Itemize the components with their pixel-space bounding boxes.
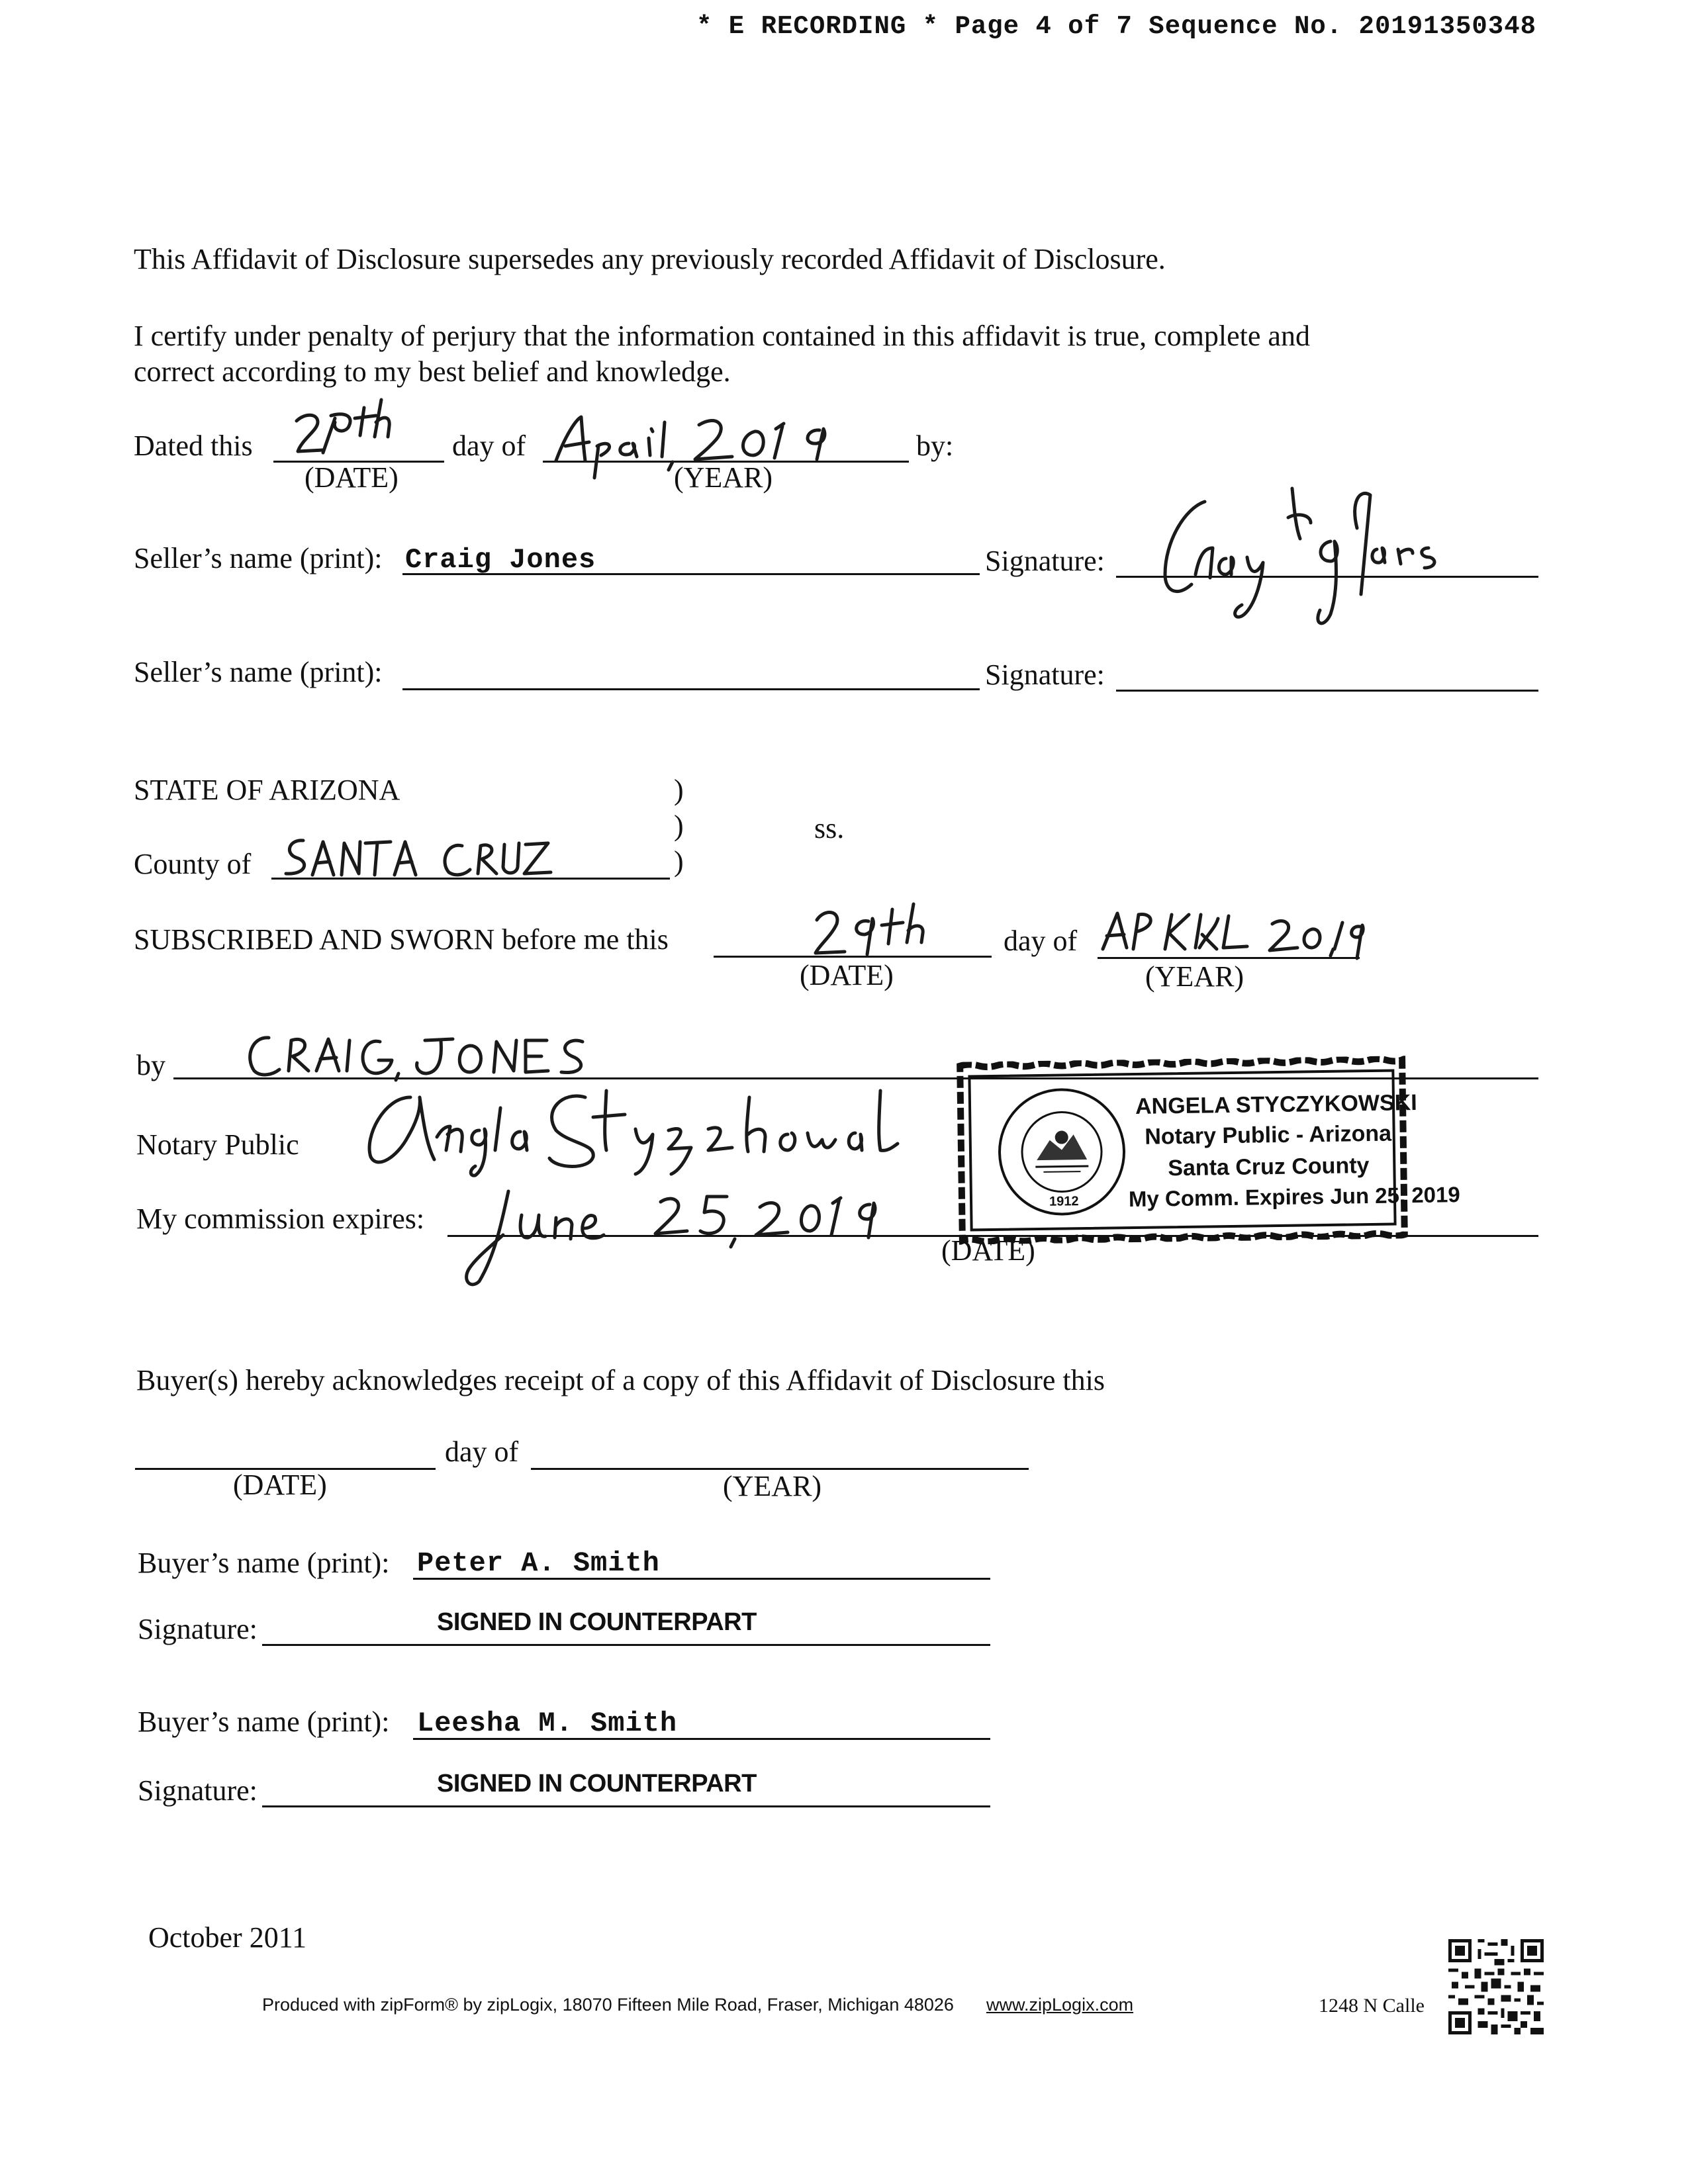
sworn-label: SUBSCRIBED AND SWORN before me this <box>134 923 669 956</box>
buyer1-signature-value: SIGNED IN COUNTERPART <box>437 1608 757 1636</box>
sworn-date-handwriting <box>808 901 953 961</box>
buyer-year-caption: (YEAR) <box>723 1470 822 1502</box>
stamp-title: Notary Public - Arizona <box>1145 1120 1392 1150</box>
seller1-signature <box>1139 475 1470 634</box>
venue-paren-2: ) <box>674 809 684 842</box>
ziplogix-link[interactable]: www.zipLogix.com <box>986 1995 1134 2015</box>
buyer2-name-label: Buyer’s name (print): <box>138 1706 390 1738</box>
supersede-statement: This Affidavit of Disclosure supersedes any previously recorded Affidavit of Disclosure. <box>134 243 1166 275</box>
notary-stamp <box>956 1056 1460 1244</box>
property-address: 1248 N Calle <box>1319 1995 1425 2017</box>
commission-handwriting <box>442 1182 892 1288</box>
seller2-name-label: Seller’s name (print): <box>134 656 383 688</box>
notary-signature <box>357 1071 953 1177</box>
buyer-date-caption: (DATE) <box>233 1469 327 1501</box>
commission-label: My commission expires: <box>136 1203 425 1235</box>
seller1-name-line <box>402 573 980 575</box>
sworn-year-caption: (YEAR) <box>1145 960 1244 993</box>
ss-label: ss. <box>814 812 845 844</box>
buyer2-signature-label: Signature: <box>138 1774 258 1807</box>
sworn-day-of: day of <box>1004 925 1078 957</box>
state-of-arizona: STATE OF ARIZONA <box>134 774 400 806</box>
stamp-expires: My Comm. Expires Jun 25, 2019 <box>1128 1182 1460 1212</box>
seller1-signature-label: Signature: <box>985 545 1105 577</box>
qr-code-icon <box>1448 1939 1544 2034</box>
buyer1-name-value: Peter A. Smith <box>417 1547 660 1579</box>
buyer2-name-line <box>413 1738 990 1740</box>
buyer1-signature-label: Signature: <box>138 1613 258 1645</box>
notary-public-label: Notary Public <box>136 1128 299 1161</box>
venue-paren-3: ) <box>674 845 684 878</box>
certify-statement-line2: correct according to my best belief and knowledge. <box>134 355 731 388</box>
dated-label: Dated this <box>134 430 253 462</box>
dated-date-handwriting <box>291 396 424 459</box>
dated-date-caption: (DATE) <box>305 461 399 494</box>
seller2-signature-line <box>1116 690 1538 692</box>
seller1-name-label: Seller’s name (print): <box>134 542 383 574</box>
seller1-name-value: Craig Jones <box>405 544 596 576</box>
buyer2-signature-value: SIGNED IN COUNTERPART <box>437 1770 757 1797</box>
commission-date-caption: (DATE) <box>941 1234 1035 1267</box>
buyer-acknowledgement: Buyer(s) hereby acknowledges receipt of a copy of this Affidavit of Disclosure this <box>136 1364 1105 1396</box>
buyer1-name-label: Buyer’s name (print): <box>138 1547 390 1579</box>
recording-header: * E RECORDING * Page 4 of 7 Sequence No. 20191350348 <box>696 12 1536 41</box>
sworn-year-handwriting <box>1099 908 1364 961</box>
stamp-notary-name: ANGELA STYCZYKOWSKI <box>1135 1090 1417 1119</box>
buyer-day-of: day of <box>445 1435 519 1468</box>
stamp-county: Santa Cruz County <box>1168 1153 1370 1181</box>
certify-statement-line1: I certify under penalty of perjury that the information contained in this affidavit is true, complete and <box>134 320 1310 352</box>
buyer1-signature-line <box>262 1644 990 1646</box>
dated-year-caption: (YEAR) <box>674 461 773 494</box>
buyer1-name-line <box>413 1578 990 1580</box>
county-handwriting <box>277 835 555 883</box>
seller2-signature-label: Signature: <box>985 659 1105 691</box>
form-date: October 2011 <box>148 1921 307 1954</box>
seller2-name-line <box>402 688 980 690</box>
dated-day-of: day of <box>452 430 526 462</box>
dated-by: by: <box>916 430 954 462</box>
venue-paren-1: ) <box>674 774 684 806</box>
buyer2-name-value: Leesha M. Smith <box>417 1707 678 1739</box>
by-label: by <box>136 1049 165 1081</box>
buyer2-signature-line <box>262 1805 990 1807</box>
sworn-date-caption: (DATE) <box>800 959 894 991</box>
county-label: County of <box>134 848 252 880</box>
seal-year: 1912 <box>1049 1194 1079 1209</box>
produced-by: Produced with zipForm® by zipLogix, 18070 Fifteen Mile Road, Fraser, Michigan 48026 <box>262 1995 954 2015</box>
